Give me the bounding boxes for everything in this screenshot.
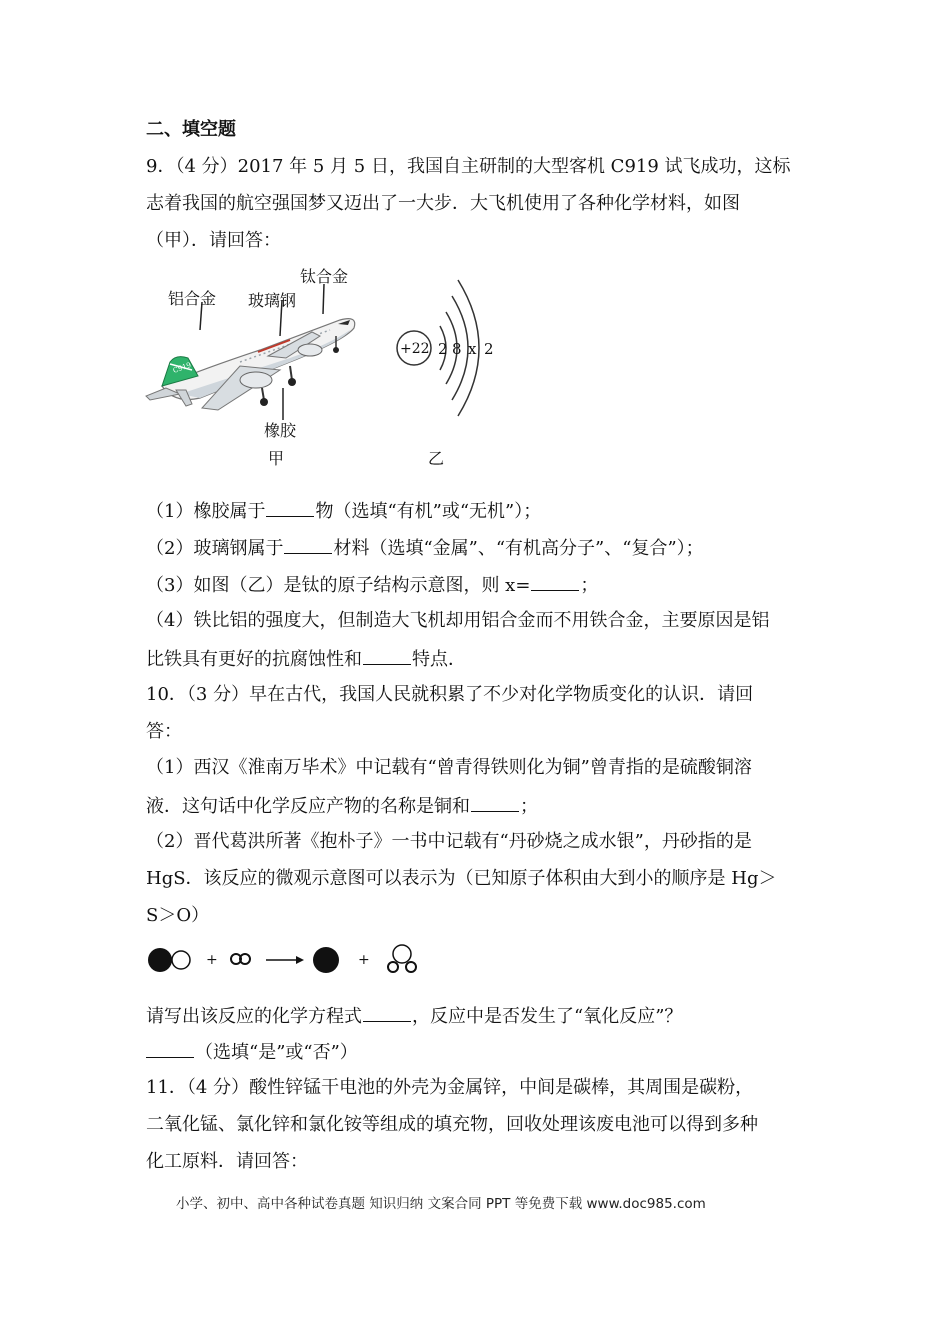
reaction-molecules bbox=[144, 936, 444, 984]
q10-sub-1-text-b: ； bbox=[520, 796, 538, 817]
q9-sub-1 bbox=[146, 498, 541, 524]
q10-line-1: 10．（3 分）早在古代，我国人民就积累了不少对化学物质变化的认识．请回 bbox=[146, 684, 754, 705]
answer-blank[interactable] bbox=[363, 646, 411, 665]
shell-3-electrons: x bbox=[468, 340, 477, 358]
label-fiberglass: 玻璃钢 bbox=[248, 291, 297, 310]
answer-blank[interactable] bbox=[146, 1039, 194, 1058]
hg-atom-icon bbox=[148, 948, 172, 972]
q10-sub-1-line-1: （1）西汉《淮南万毕术》中记载有“曾青得铁则化为铜”曾青指的是硫酸铜溶 bbox=[146, 757, 752, 778]
q9-sub-3 bbox=[146, 572, 598, 598]
q10-line-2: 答： bbox=[146, 721, 182, 742]
q9-sub-2-text-b: 材料（选填“金属”、“有机高分子”、“复合”）； bbox=[333, 538, 704, 559]
figure-yi bbox=[392, 272, 502, 467]
q10-sub-2-line-2: HgS．该反应的微观示意图可以表示为（已知原子体积由大到小的顺序是 Hg＞ bbox=[146, 868, 777, 889]
page-footer: 小学、初中、高中各种试卷真题 知识归纳 文案合同 PPT 等免费下载 www.doc985.com bbox=[176, 1196, 706, 1212]
q11-line-1: 11．（4 分）酸性锌锰干电池的外壳为金属锌，中间是碳棒，其周围是碳粉， bbox=[146, 1077, 754, 1098]
arrow-head-icon bbox=[296, 956, 304, 964]
q10-sub-2-line-1: （2）晋代葛洪所著《抱朴子》一书中记载有“丹砂烧之成水银”，丹砂指的是 bbox=[146, 831, 752, 852]
q9-line-3: （甲）．请回答： bbox=[146, 230, 281, 251]
plane-tail-text: C919 bbox=[171, 360, 193, 375]
q9-line-2: 志着我国的航空强国梦又迈出了一大步．大飞机使用了各种化学材料，如图 bbox=[146, 193, 740, 214]
q9-line-1: 9．（4 分）2017 年 5 月 5 日，我国自主研制的大型客机 C919 试飞成功，这标 bbox=[146, 156, 791, 177]
q10-ask-text-b: ，反应中是否发生了“氧化反应”？ bbox=[412, 1006, 683, 1027]
q9-sub-3-text-a: （3）如图（乙）是钛的原子结构示意图，则 x= bbox=[146, 575, 531, 596]
plus-sign-1: + bbox=[206, 952, 218, 968]
q9-sub-3-text-b: ； bbox=[580, 575, 599, 596]
q10-ask-line-1 bbox=[146, 1003, 682, 1029]
label-rubber: 橡胶 bbox=[264, 421, 297, 440]
q9-sub-4-text-a: 比铁具有更好的抗腐蚀性和 bbox=[146, 649, 362, 670]
q9-sub-4-line-2 bbox=[146, 646, 466, 672]
answer-blank[interactable] bbox=[531, 572, 579, 591]
answer-blank[interactable] bbox=[266, 498, 314, 517]
q10-sub-1-text-a: 液．这句话中化学反应产物的名称是铜和 bbox=[146, 796, 470, 817]
q9-sub-4-line-1: （4）铁比铝的强度大，但制造大飞机却用铝合金而不用铁合金，主要原因是铝 bbox=[146, 610, 770, 631]
q11-line-2: 二氧化锰、氯化锌和氯化铵等组成的填充物，回收处理该废电池可以得到多种 bbox=[146, 1114, 758, 1135]
s-atom-icon bbox=[393, 945, 411, 963]
answer-blank[interactable] bbox=[471, 793, 519, 812]
shell-1-electrons: 2 bbox=[438, 340, 448, 358]
hg-atom-icon bbox=[313, 947, 339, 973]
q10-ask-text-a: 请写出该反应的化学方程式 bbox=[146, 1006, 362, 1027]
q9-sub-2 bbox=[146, 535, 704, 561]
reaction-diagram bbox=[144, 936, 444, 984]
shell-2-electrons: 8 bbox=[452, 340, 462, 358]
s-atom-icon bbox=[172, 951, 190, 969]
section-title: 二、填空题 bbox=[146, 119, 236, 140]
q10-ask-line-2 bbox=[146, 1039, 358, 1065]
plus-sign-2: + bbox=[358, 952, 370, 968]
answer-blank[interactable] bbox=[363, 1003, 411, 1022]
q10-ask-text-c: （选填“是”或“否”） bbox=[195, 1042, 358, 1063]
q9-sub-4-text-b: 特点． bbox=[412, 649, 466, 670]
q9-sub-1-text-a: （1）橡胶属于 bbox=[146, 501, 266, 522]
caption-jia: 甲 bbox=[268, 449, 285, 468]
answer-blank[interactable] bbox=[284, 535, 332, 554]
atom-structure-diagram bbox=[392, 272, 502, 432]
o-atom-icon bbox=[388, 962, 398, 972]
label-aluminum-alloy: 铝合金 bbox=[168, 289, 217, 308]
caption-yi: 乙 bbox=[428, 449, 445, 468]
o-atom-icon bbox=[406, 962, 416, 972]
q10-sub-2-line-3: S＞O） bbox=[146, 905, 210, 926]
q11-line-3: 化工原料．请回答： bbox=[146, 1151, 308, 1172]
shell-4-electrons: 2 bbox=[484, 340, 494, 358]
q10-sub-1-line-2 bbox=[146, 793, 538, 819]
q9-sub-2-text-a: （2）玻璃钢属于 bbox=[146, 538, 284, 559]
label-titanium-alloy: 钛合金 bbox=[300, 267, 349, 286]
q9-sub-1-text-b: 物（选填“有机”或“无机”）； bbox=[315, 501, 542, 522]
nucleus-charge: +22 bbox=[400, 341, 430, 357]
figure-jia bbox=[140, 258, 370, 470]
